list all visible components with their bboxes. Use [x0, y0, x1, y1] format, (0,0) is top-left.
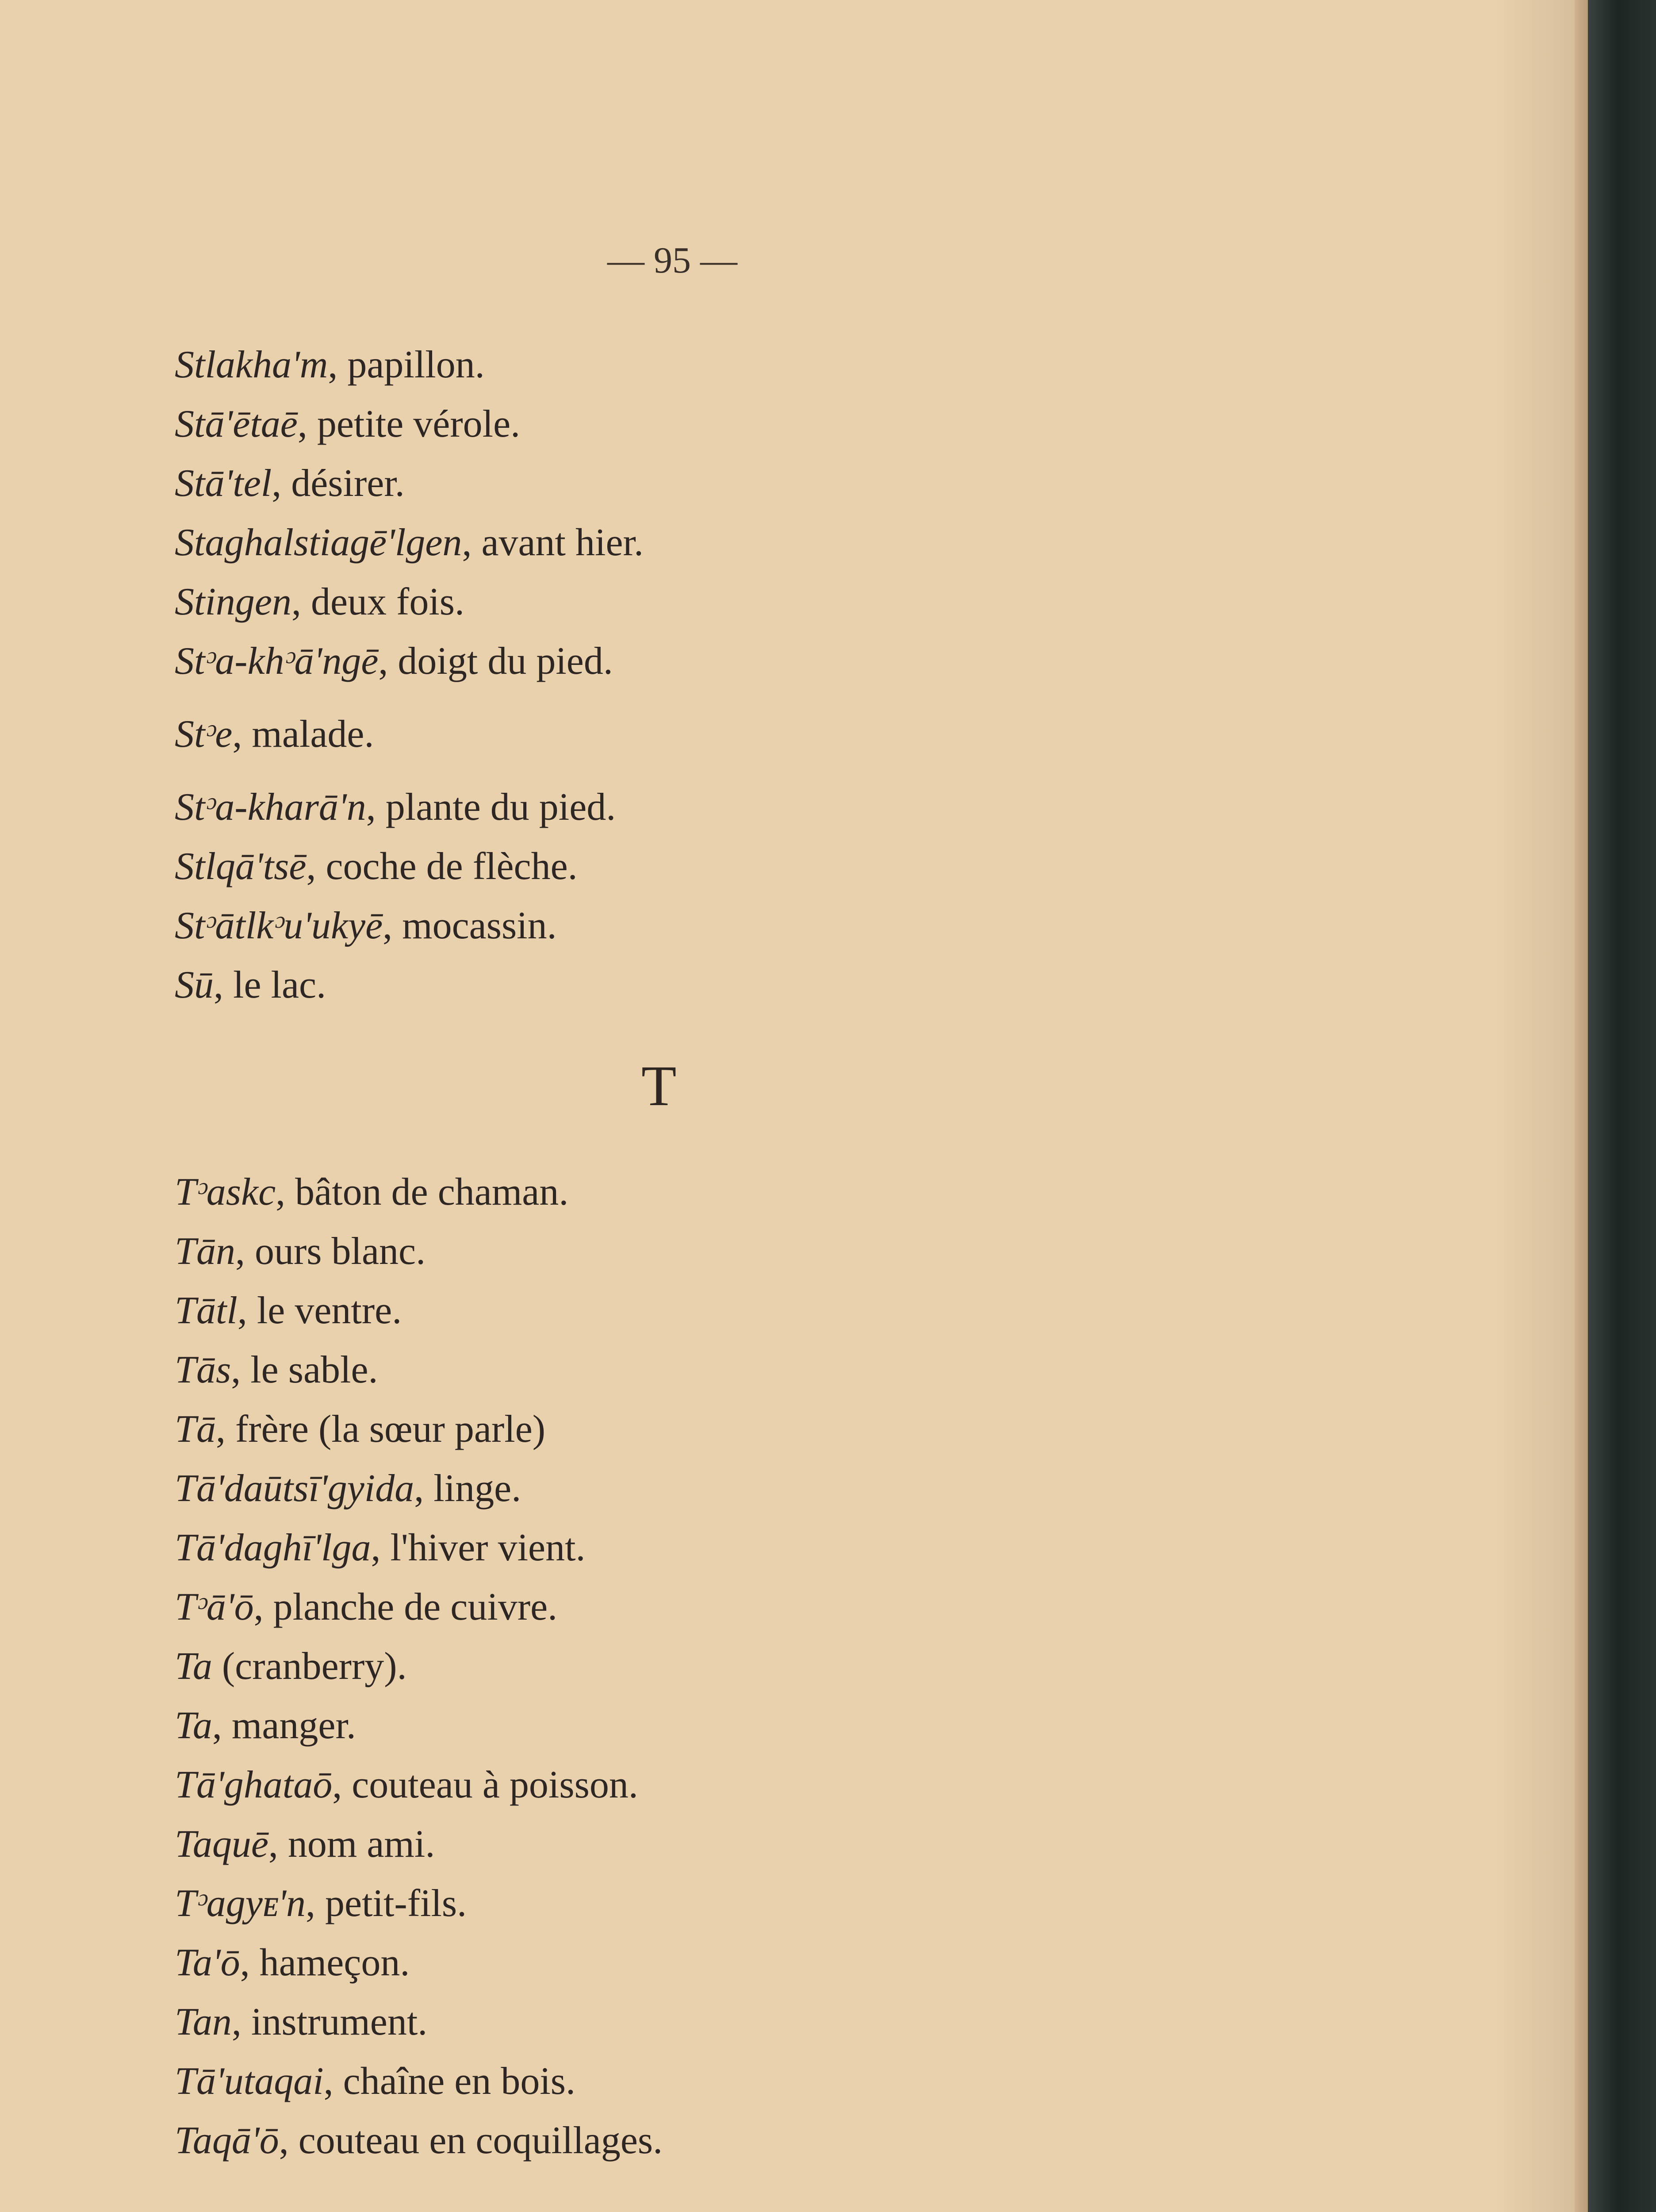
entry-gloss: deux fois.: [310, 580, 465, 623]
entry-gloss: doigt du pied.: [398, 640, 613, 683]
entry-term: Tātl: [175, 1289, 238, 1332]
entry-gloss: le lac.: [233, 964, 326, 1006]
entry-gloss: couteau en coquillages.: [298, 2119, 663, 2162]
entry-term: Sū: [175, 964, 214, 1006]
dictionary-entry: Tᵓā'ō, planche de cuivre.: [175, 1586, 558, 1628]
entry-gloss: couteau à poisson.: [352, 1763, 638, 1806]
entry-term: Tᵓagyᴇ'n: [175, 1882, 306, 1925]
entry-term: Stā'tel: [175, 462, 272, 505]
dictionary-entry: Stᵓe, malade.: [175, 713, 374, 756]
dictionary-entry: Tā'utaqai, chaîne en bois.: [175, 2060, 576, 2103]
entry-gloss: linge.: [433, 1467, 521, 1510]
dictionary-entry: Tā, frère (la sœur parle): [175, 1408, 546, 1451]
dictionary-entry: Taqā'ō, couteau en coquillages.: [175, 2119, 663, 2162]
entry-gloss: papillon.: [347, 343, 485, 386]
entry-term: Tᵓaskc: [175, 1171, 276, 1214]
dictionary-entry: Tātl, le ventre.: [175, 1289, 402, 1332]
entry-gloss: le sable.: [250, 1348, 378, 1391]
dictionary-entry: Sū, le lac.: [175, 964, 326, 1006]
entry-term: Taquē: [175, 1823, 268, 1866]
entry-gloss: frère (la sœur parle): [235, 1408, 546, 1451]
dictionary-entry: [175, 1642, 407, 1691]
entry-gloss: le ventre.: [257, 1289, 402, 1332]
dictionary-entry: Tā'daūtsī'gyida, linge.: [175, 1467, 521, 1510]
entry-term: Stᵓātlkᵓu'ukyē: [175, 904, 383, 947]
entry-term: Tā'ghataō: [175, 1763, 333, 1806]
dictionary-entry: Stlqā'tsē, coche de flèche.: [175, 845, 578, 888]
entry-term: Stᵓa-khᵓā'ngē: [175, 640, 379, 683]
entry-term: Stᵓa-kharā'n: [175, 786, 366, 829]
dictionary-entry: Stᵓa-khᵓā'ngē, doigt du pied.: [175, 640, 613, 683]
entry-gloss: chaîne en bois.: [343, 2060, 576, 2103]
entry-term: Ta: [175, 1645, 212, 1688]
entry-term: Tᵓā'ō: [175, 1586, 254, 1628]
entry-gloss: avant hier.: [481, 521, 644, 564]
dictionary-entry: Tᵓaskc, bâton de chaman.: [175, 1171, 569, 1214]
entry-gloss: petite vérole.: [317, 403, 521, 445]
dictionary-entry: Ta, manger.: [175, 1704, 356, 1747]
entry-term: Tās: [175, 1348, 231, 1391]
entry-term: Tā'utaqai: [175, 2060, 324, 2103]
entry-term: Tā: [175, 1408, 216, 1451]
dictionary-entry: Staghalstiagē'lgen, avant hier.: [175, 521, 644, 564]
entry-gloss: (cranberry).: [222, 1645, 407, 1688]
entry-gloss: ours blanc.: [254, 1230, 426, 1273]
dictionary-entry: Ta'ō, hameçon.: [175, 1941, 410, 1984]
entry-term: Stā'ētaē: [175, 403, 298, 445]
entry-term: Ta: [175, 1704, 212, 1747]
entry-term: Tā'daūtsī'gyida: [175, 1467, 414, 1510]
entry-gloss: petit-fils.: [325, 1882, 467, 1925]
book-binding: [1588, 0, 1656, 2212]
dictionary-entry: Tā'daghī'lga, l'hiver vient.: [175, 1526, 586, 1569]
entry-gloss: plante du pied.: [385, 786, 616, 829]
entry-gloss: instrument.: [251, 2001, 428, 2043]
entry-term: Ta'ō: [175, 1941, 240, 1984]
entry-gloss: malade.: [252, 713, 374, 756]
dictionary-entry: Stᵓātlkᵓu'ukyē, mocassin.: [175, 904, 557, 947]
entry-term: Stingen: [175, 580, 291, 623]
entry-term: Stlakha'm: [175, 343, 328, 386]
entry-term: Tān: [175, 1230, 235, 1273]
entry-term: Tā'daghī'lga: [175, 1526, 371, 1569]
entry-term: Staghalstiagē'lgen: [175, 521, 462, 564]
entry-gloss: bâton de chaman.: [295, 1171, 569, 1214]
section-heading: T: [641, 1054, 677, 1118]
dictionary-entry: Stlakha'm, papillon.: [175, 343, 485, 386]
entry-gloss: hameçon.: [259, 1941, 410, 1984]
dictionary-entry: Tān, ours blanc.: [175, 1230, 426, 1273]
dictionary-entry: Tās, le sable.: [175, 1348, 378, 1391]
entry-term: Stlqā'tsē: [175, 845, 307, 888]
dictionary-entry: Stā'tel, désirer.: [175, 462, 405, 505]
page-edge: [1575, 0, 1588, 2212]
dictionary-entry: Stingen, deux fois.: [175, 580, 465, 623]
dictionary-entry: Tā'ghataō, couteau à poisson.: [175, 1763, 638, 1806]
entry-gloss: désirer.: [291, 462, 405, 505]
entry-gloss: planche de cuivre.: [273, 1586, 558, 1628]
dictionary-entry: Tan, instrument.: [175, 2001, 428, 2043]
page-number: — 95 —: [607, 240, 737, 281]
dictionary-entry: Tᵓagyᴇ'n, petit-fils.: [175, 1882, 467, 1925]
dictionary-entry: Stā'ētaē, petite vérole.: [175, 403, 521, 445]
entry-gloss: mocassin.: [402, 904, 557, 947]
entry-gloss: l'hiver vient.: [390, 1526, 586, 1569]
entry-gloss: manger.: [231, 1704, 356, 1747]
dictionary-entry: Stᵓa-kharā'n, plante du pied.: [175, 786, 616, 829]
entry-gloss: coche de flèche.: [326, 845, 578, 888]
dictionary-entry: Taquē, nom ami.: [175, 1823, 435, 1866]
entry-term: Taqā'ō: [175, 2119, 279, 2162]
entry-gloss: nom ami.: [288, 1823, 435, 1866]
entry-term: Stᵓe: [175, 713, 233, 756]
entry-term: Tan: [175, 2001, 232, 2043]
